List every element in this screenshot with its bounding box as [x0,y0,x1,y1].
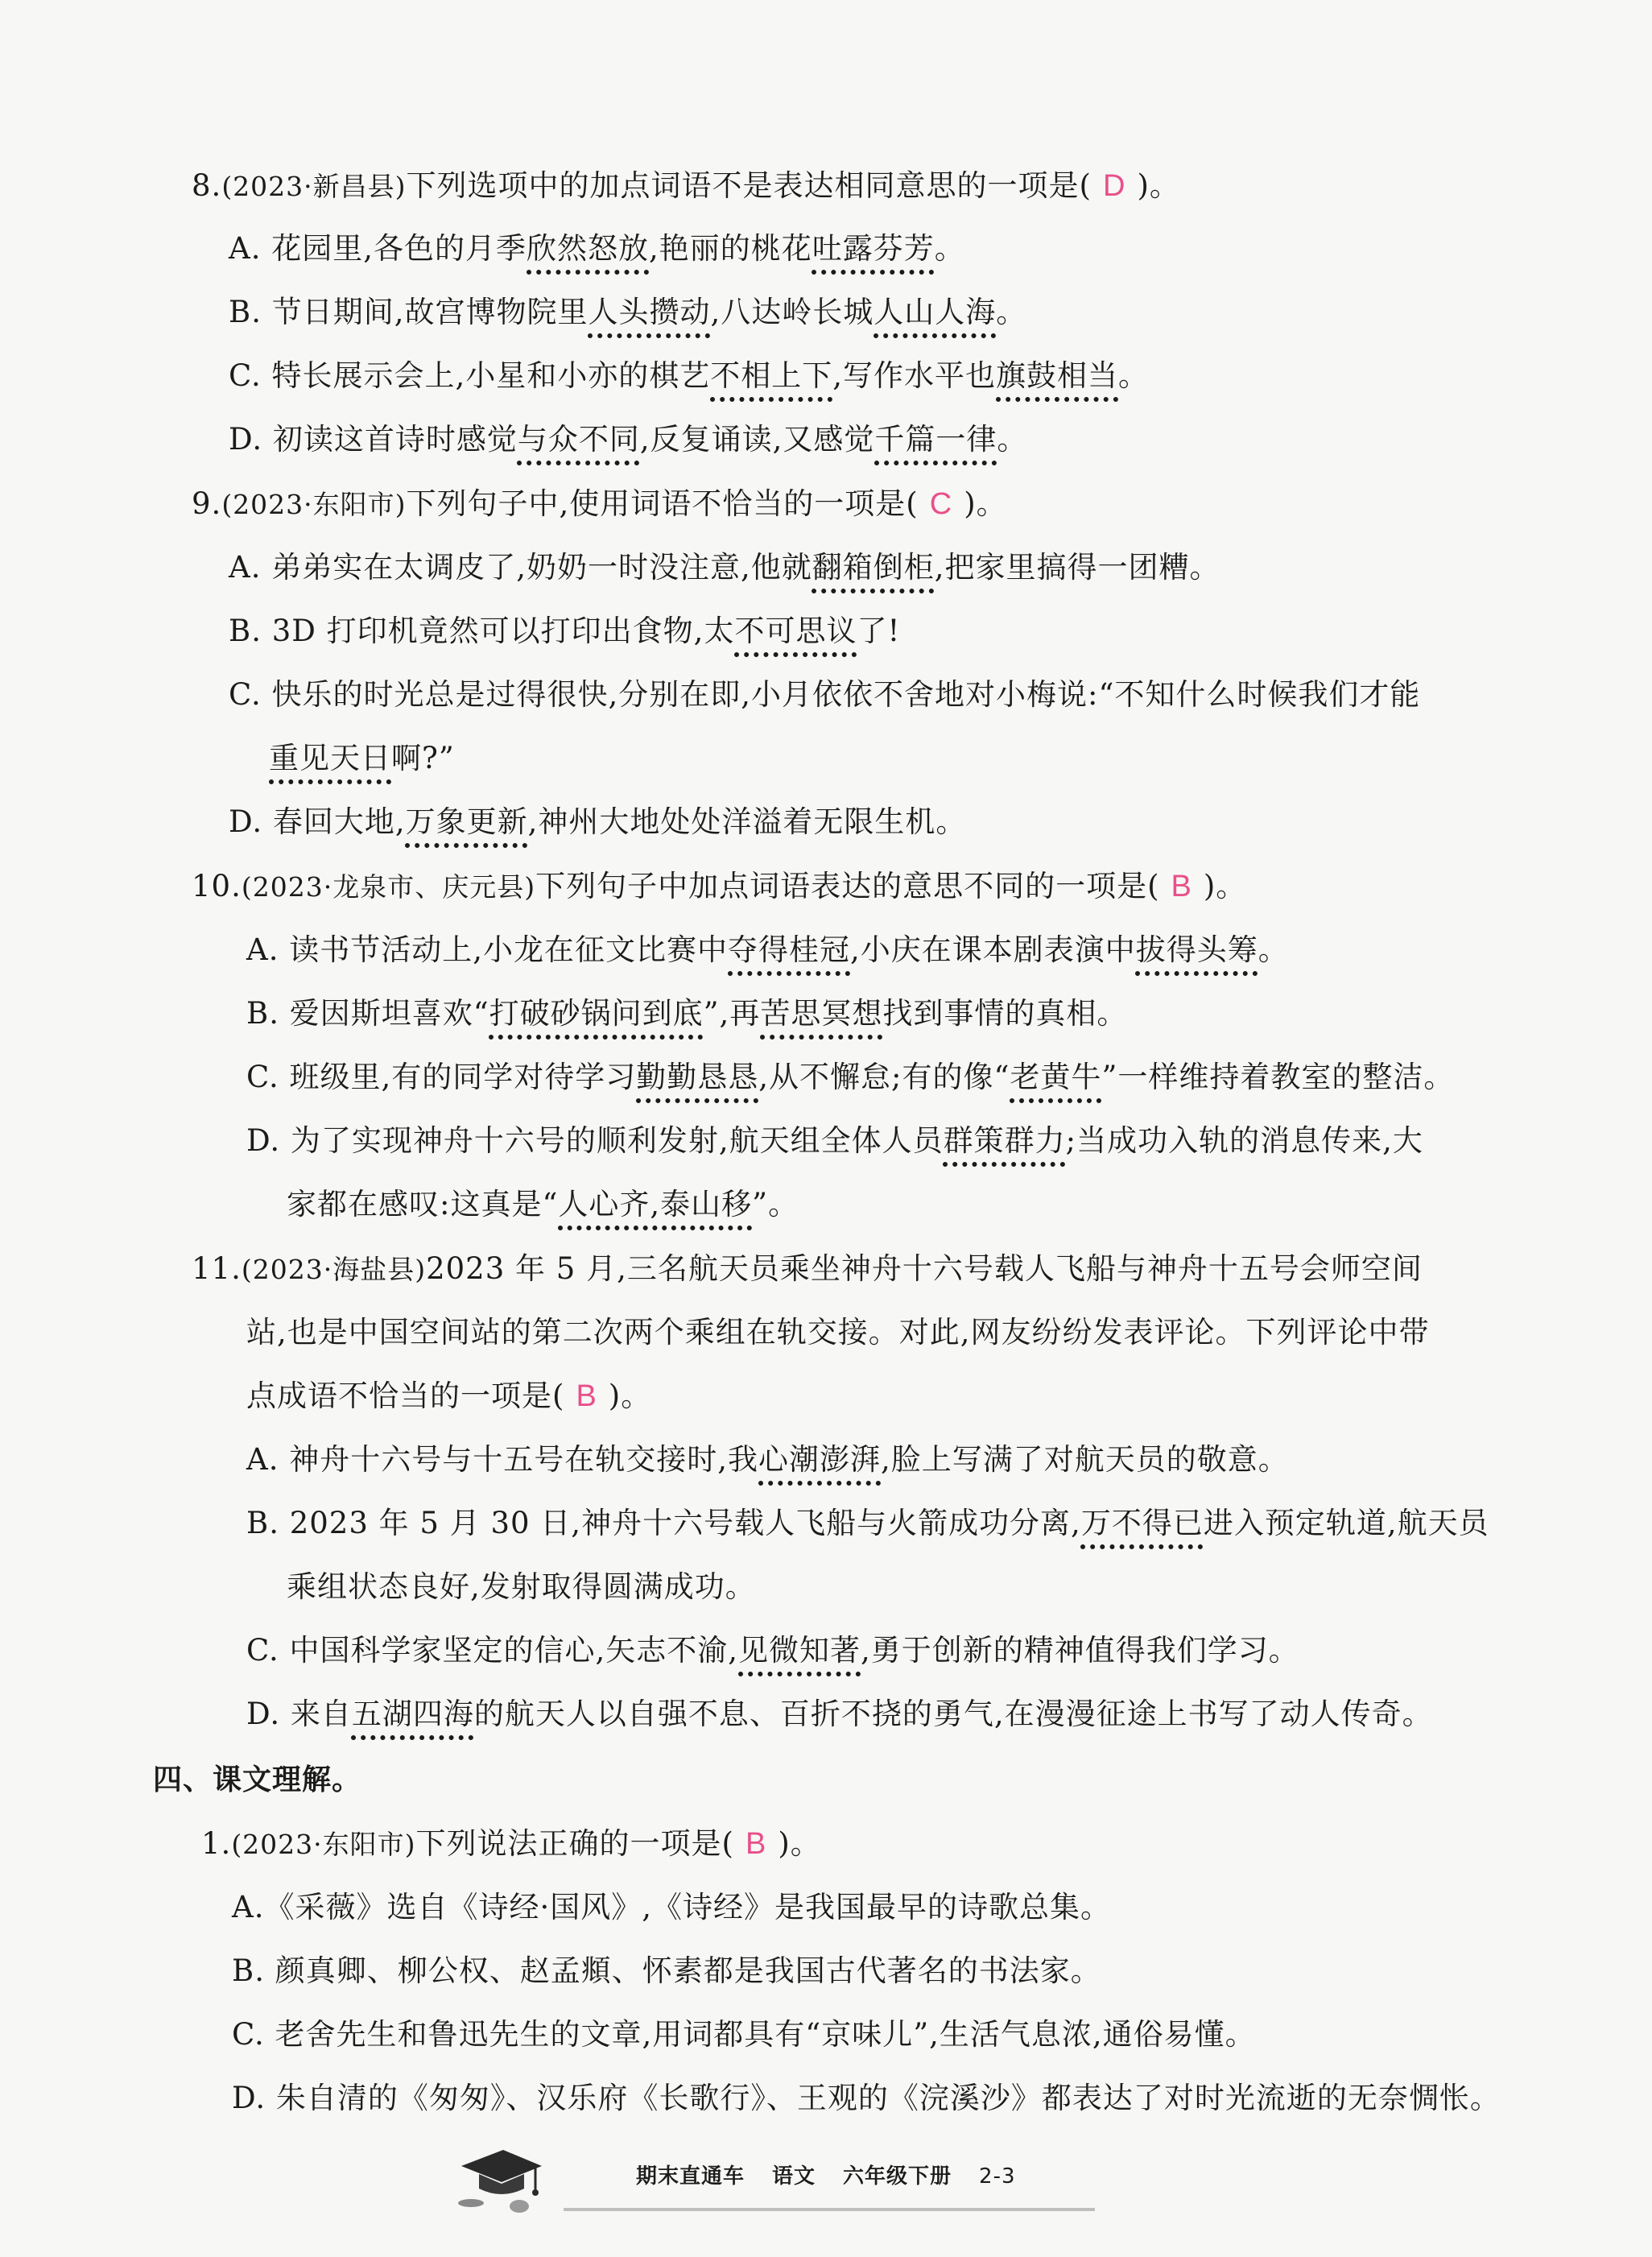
q8-option-b [229,291,1026,333]
q8-option-c [229,355,1149,397]
section-heading: 四、课文理解。 [153,1763,362,1796]
q8-option-a [229,228,965,270]
q10-option-d-cont [287,1184,799,1226]
q10-d-dotted-1: 群策群力 [943,1123,1066,1158]
q11-stem [192,1248,1423,1291]
q9-stem-text: 下列句子中,使用词语不恰当的一项是( [406,486,919,521]
q11-a-text: A. 神舟十六号与十五号在轨交接时,我 [246,1442,759,1477]
q10-option-c [246,1056,1454,1098]
q8-a-text-3: 。 [934,231,965,266]
q10-c-text-2: ,从不懈怠;有的像“ [758,1060,1010,1094]
q11-c-text-2: ,勇于创新的精神值得我们学习。 [861,1633,1299,1668]
q9-d-text: D. 春回大地, [229,804,406,839]
footer-grade: 六年级下册 [843,2164,952,2189]
q8-d-text-2: ,反复诵读,又感觉 [639,422,875,457]
q9-d-text-2: ,神州大地处处洋溢着无限生机。 [527,804,967,839]
q11-number: 11. [192,1251,242,1286]
q8-d-dotted-1: 与众不同 [517,422,640,457]
q10-a-text-3: 。 [1258,932,1289,967]
q8-b-text: B. 节日期间,故宫博物院里 [229,295,589,329]
q11-b-dotted: 万不得已 [1080,1506,1204,1540]
q11-d-text: D. 来自 [246,1697,352,1731]
q9-c-text-2: 啊?” [391,741,455,775]
q8-stem [192,165,1180,208]
q11-stem-line3-text: 点成语不恰当的一项是( [246,1379,565,1413]
q8-number: 8. [192,168,222,203]
s4-q1-option-c: C. 老舍先生和鲁迅先生的文章,用词都具有“京味儿”,生活气息浓,通俗易懂。 [232,2017,1256,2052]
q9-option-b [229,610,900,652]
q9-a-text: A. 弟弟实在太调皮了,奶奶一时没注意,他就 [229,550,812,585]
q9-number: 9. [192,486,222,521]
q8-c-dotted-2: 旗鼓相当 [996,358,1119,393]
q11-d-text-2: 的航天人以自强不息、百折不挠的勇气,在漫漫征途上书写了动人传奇。 [473,1697,1433,1731]
q8-d-dotted-2: 千篇一律 [874,422,997,457]
q8-b-dotted-2: 人山人海 [873,295,997,329]
footer-book-title: 期末直通车 [636,2164,745,2189]
q11-d-dotted: 五湖四海 [351,1697,474,1731]
q11-a-dotted: 心潮澎湃 [758,1442,882,1477]
q9-option-c [229,674,1420,716]
s4-q1-number: 1. [201,1826,232,1861]
s4-q1-source: (2023·东阳市) [231,1829,416,1860]
q10-option-d [246,1120,1423,1162]
q8-a-text-2: ,艳丽的桃花 [649,231,812,266]
q8-a-dotted-2: 吐露芬芳 [812,231,935,266]
footer-text [636,2160,1043,2189]
q11-stem-line2 [246,1312,1430,1354]
q8-b-text-2: ,八达岭长城 [710,295,874,329]
q8-a-text: A. 花园里,各色的月季 [229,231,527,266]
q9-option-d [229,801,966,843]
s4-q1-option-a: A.《采薇》选自《诗经·国风》,《诗经》是我国最早的诗歌总集。 [232,1890,1112,1924]
q10-c-dotted-2: 老黄牛 [1010,1060,1102,1094]
q11-b-text-3: 乘组状态良好,发射取得圆满成功。 [287,1569,756,1604]
q11-stem-line1: 2023 年 5 月,三名航天员乘坐神舟十六号载人飞船与神舟十五号会师空间 [426,1251,1423,1286]
q10-d-text: D. 为了实现神舟十六号的顺利发射,航天组全体人员 [246,1123,944,1158]
q10-c-text: C. 班级里,有的同学对待学习 [246,1060,637,1094]
q10-a-text-2: ,小庆在课本剧表演中 [850,932,1136,967]
q10-a-dotted-1: 夺得桂冠 [728,932,851,967]
q9-stem [192,483,1007,526]
s4-q1-option-d: D. 朱自清的《匆匆》、汉乐府《长歌行》、王观的《浣溪沙》都表达了对时光流逝的无奈惆怅。 [232,2081,1501,2115]
footer-rule [564,2208,1095,2211]
q10-source: (2023·龙泉市、庆元县) [241,871,536,903]
q10-d-text-2: ;当成功入轨的消息传来,大 [1065,1123,1423,1158]
s4-q1-stem-text: 下列说法正确的一项是( [415,1826,734,1861]
q10-c-dotted-1: 勤勤恳恳 [636,1060,759,1094]
q11-a-text-2: ,脸上写满了对航天员的敬意。 [881,1442,1289,1477]
s4-q1-stem [201,1823,821,1866]
q8-option-d [229,419,1027,461]
q8-b-dotted-1: 人头攒动 [588,295,711,329]
q9-b-text-2: 了! [857,614,901,648]
q10-b-dotted-2: 苦思冥想 [760,996,883,1031]
s4-q1-answer: B [745,1827,767,1861]
q8-b-text-3: 。 [996,295,1027,329]
s4-q1-stem-end: )。 [778,1826,821,1861]
q10-stem-end: )。 [1203,869,1247,903]
q8-d-text-3: 。 [997,422,1028,457]
q11-b-text-2: 进入预定轨道,航天员 [1203,1506,1489,1540]
q10-c-text-3: ”一样维持着教室的整洁。 [1101,1060,1455,1094]
q8-c-text: C. 特长展示会上,小星和小亦的棋艺 [229,358,711,393]
q9-b-text: B. 3D 打印机竟然可以打印出食物,太 [229,614,735,648]
q11-c-text: C. 中国科学家坚定的信心,矢志不渝, [246,1633,739,1668]
q10-b-text-3: 找到事情的真相。 [882,996,1128,1031]
q10-d-text-4: ”。 [752,1187,799,1222]
q8-source: (2023·新昌县) [221,171,407,202]
q10-stem [192,866,1246,908]
q11-answer: B [576,1379,597,1413]
q9-d-dotted: 万象更新 [405,804,528,839]
q11-option-c [246,1630,1299,1672]
q10-number: 10. [192,869,242,903]
q10-stem-text: 下列句子中加点词语表达的意思不同的一项是( [535,869,1160,903]
q9-option-c-cont [269,738,455,779]
q10-b-dotted-1: 打破砂锅问到底 [489,996,704,1031]
q8-stem-end: )。 [1137,168,1180,203]
footer-subject: 语文 [772,2164,816,2189]
q8-stem-text: 下列选项中的加点词语不是表达相同意思的一项是( [406,168,1092,203]
q10-b-text-2: ”,再 [703,996,761,1031]
q9-stem-end: )。 [964,486,1007,521]
q9-a-dotted: 翻箱倒柜 [812,550,935,585]
q10-d-dotted-2: 人心齐,泰山移 [558,1187,753,1222]
q11-option-b-cont [287,1566,756,1608]
q9-answer: C [929,487,953,521]
s4-q1-option-b: B. 颜真卿、柳公权、赵孟頫、怀素都是我国古代著名的书法家。 [232,1953,1101,1988]
q8-c-text-2: ,写作水平也 [832,358,997,393]
q11-stem-line2-text: 站,也是中国空间站的第二次两个乘组在轨交接。对此,网友纷纷发表评论。下列评论中带 [246,1315,1430,1350]
q9-b-dotted: 不可思议 [734,614,857,648]
q8-a-dotted-1: 欣然怒放 [527,231,650,266]
graduation-cap-icon [455,2142,543,2214]
q8-c-text-3: 。 [1118,358,1150,393]
q11-b-text: B. 2023 年 5 月 30 日,神舟十六号载人飞船与火箭成功分离, [246,1506,1081,1540]
q10-b-text: B. 爱因斯坦喜欢“ [246,996,489,1031]
q11-c-dotted: 见微知著 [738,1633,861,1668]
q11-stem-line3 [246,1375,651,1417]
q9-source: (2023·东阳市) [221,489,407,520]
q8-c-dotted-1: 不相上下 [710,358,833,393]
q10-answer: B [1171,870,1192,903]
q10-option-a [246,929,1289,971]
q11-option-b [246,1503,1489,1544]
q8-d-text: D. 初读这首诗时感觉 [229,422,518,457]
q10-a-text: A. 读书节活动上,小龙在征文比赛中 [246,932,729,967]
q10-d-text-3: 家都在感叹:这真是“ [287,1187,559,1222]
q8-answer: D [1102,169,1126,203]
q9-c-text: C. 快乐的时光总是过得很快,分别在即,小月依依不舍地对小梅说:“不知什么时候我们才能 [229,677,1421,712]
q10-a-dotted-2: 拔得头筹 [1135,932,1258,967]
q11-stem-end: )。 [608,1379,652,1413]
q10-option-b [246,993,1127,1035]
page-footer [0,2142,1652,2230]
q11-source: (2023·海盐县) [241,1254,427,1285]
q9-option-a [229,547,1220,589]
q9-c-dotted: 重见天日 [269,741,391,775]
footer-page-number: 2-3 [979,2164,1016,2189]
q11-option-a [246,1439,1289,1481]
q9-a-text-2: ,把家里搞得一团糟。 [934,550,1220,585]
q11-option-d [246,1693,1433,1735]
